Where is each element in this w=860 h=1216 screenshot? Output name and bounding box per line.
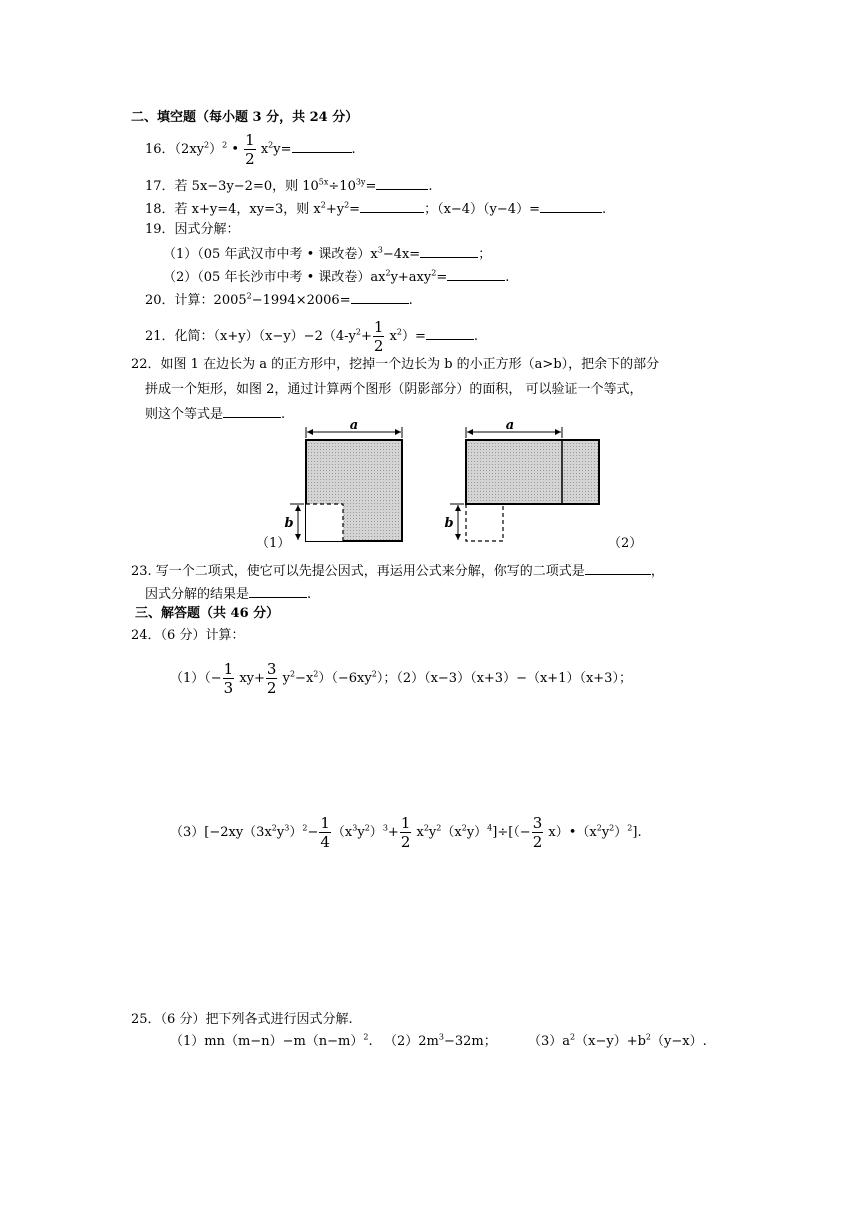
arrow-head-icon <box>467 429 473 435</box>
text: • <box>227 142 244 157</box>
text: 20．计算：2005 <box>145 293 247 308</box>
question-25-part-1 <box>170 1034 373 1050</box>
text: ） <box>209 142 223 157</box>
figure-2 <box>440 418 605 553</box>
text: （x <box>441 825 462 840</box>
text: ]÷[（− <box>492 825 531 840</box>
figure-1 <box>280 418 415 553</box>
text: ）= <box>401 329 426 344</box>
text: ]. <box>632 825 642 840</box>
exponent: 2 <box>320 200 326 210</box>
denominator: 2 <box>400 833 411 851</box>
text: −4x= <box>382 247 421 262</box>
text: 18．若 x+y=4，xy=3，则 x <box>145 202 321 217</box>
text: +y <box>325 202 345 217</box>
text: （3）a <box>528 1034 571 1049</box>
answer-blank[interactable] <box>420 245 478 258</box>
question-18 <box>145 200 606 218</box>
arrow-head-icon <box>395 429 401 435</box>
answer-blank[interactable] <box>360 200 424 213</box>
text: . <box>473 329 479 344</box>
text: . <box>601 202 607 217</box>
text: . <box>281 407 286 422</box>
text: ）（−6xy <box>318 671 372 686</box>
exponent: 2 <box>396 327 402 337</box>
numerator: 1 <box>400 814 411 832</box>
text: . <box>428 179 433 194</box>
label-a: a <box>349 418 359 433</box>
exponent: 2 <box>436 823 442 833</box>
text: （y−x）. <box>651 1034 707 1049</box>
exponent: 2 <box>271 823 277 833</box>
denominator: 3 <box>223 679 234 697</box>
exponent: 2 <box>344 200 350 210</box>
text: −1994×2006= <box>251 293 351 308</box>
label-b: b <box>444 516 454 531</box>
denominator: 2 <box>373 337 384 355</box>
exponent: 2 <box>596 823 602 833</box>
text: . <box>505 270 510 285</box>
text: + <box>360 329 372 344</box>
exponent: 3 <box>284 823 290 833</box>
exponent: 2 <box>313 669 319 679</box>
rectangle <box>466 440 599 504</box>
fraction <box>266 660 278 697</box>
fraction <box>244 131 256 168</box>
exponent: 2 <box>364 823 370 833</box>
text: . <box>307 587 312 602</box>
text: − <box>307 825 319 840</box>
exponent: 3 <box>382 823 388 833</box>
question-19: 19．因式分解： <box>145 222 240 237</box>
text: x <box>385 329 397 344</box>
exponent: 2 <box>627 823 633 833</box>
numerator: 1 <box>223 660 234 678</box>
answer-blank[interactable] <box>292 140 352 153</box>
answer-blank[interactable] <box>351 291 409 304</box>
text: x <box>412 825 424 840</box>
text: ÷10 <box>328 179 356 194</box>
text: . <box>351 142 356 157</box>
figure-2-label: （2） <box>608 536 643 551</box>
text: −32m； <box>443 1034 497 1049</box>
text: （x <box>331 825 353 840</box>
text: 则这个等式是 <box>145 407 224 422</box>
text: ； <box>478 247 492 262</box>
exponent: 2 <box>222 140 228 150</box>
fraction <box>400 814 412 851</box>
numerator: 3 <box>532 814 543 832</box>
exponent: 2 <box>246 291 252 301</box>
text: （1）mn（m−n）−m（n−m） <box>170 1034 364 1049</box>
answer-blank[interactable] <box>426 327 474 340</box>
exponent: 2 <box>461 823 467 833</box>
question-23-line-1 <box>131 562 664 580</box>
question-22-line-3 <box>145 405 285 423</box>
exponent: 5x <box>318 177 329 187</box>
exponent: 2 <box>423 823 429 833</box>
question-24-part-3 <box>170 814 642 851</box>
arrow-head-icon <box>295 505 301 511</box>
text: ）；（2）（x−3）（x+3）−（x+1）（x+3）； <box>376 671 632 686</box>
text: 23. 写一个二项式，使它可以先提公因式，再运用公式来分解，你写的二项式是 <box>131 564 585 579</box>
exponent: 2 <box>289 669 296 679</box>
denominator: 4 <box>320 833 330 851</box>
exponent: 2 <box>570 1032 576 1042</box>
numerator: 1 <box>245 131 255 149</box>
text: y <box>428 825 437 840</box>
text: （2）2m <box>384 1034 439 1049</box>
answer-blank[interactable] <box>223 405 281 418</box>
text: （1）（05 年武汉市中考 • 课改卷）x <box>163 247 378 262</box>
text: ） <box>289 825 303 840</box>
fraction <box>223 660 235 697</box>
text: y <box>601 825 610 840</box>
text: = <box>436 270 448 285</box>
text: −x <box>295 671 314 686</box>
text: = <box>365 179 377 194</box>
exponent: 2 <box>385 268 391 278</box>
arrow-head-icon <box>455 534 461 540</box>
answer-blank[interactable] <box>447 268 505 281</box>
answer-blank[interactable] <box>540 200 602 213</box>
cut-outline <box>466 504 503 541</box>
figure-1-label: （1） <box>256 536 291 551</box>
label-a: a <box>505 418 515 433</box>
exponent: 2 <box>363 1032 369 1042</box>
text: + <box>387 825 399 840</box>
fraction <box>532 814 544 851</box>
fraction <box>319 814 331 851</box>
text: x）•（x <box>544 825 597 840</box>
text: ；（x−4）（y−4）= <box>424 202 540 217</box>
arrow-head-icon <box>455 505 461 511</box>
text: y <box>278 671 290 686</box>
exponent: 2 <box>204 140 210 150</box>
exponent: 3 <box>377 245 383 255</box>
text: x <box>256 142 269 157</box>
text: ） <box>369 825 383 840</box>
text: （1）（− <box>170 671 222 686</box>
text: y <box>276 825 285 840</box>
exponent: 3 <box>438 1032 444 1042</box>
text: （x−y）+b <box>575 1034 646 1049</box>
question-25: 25．（6 分）把下列各式进行因式分解. <box>131 1012 353 1027</box>
question-22-line-1: 22．如图 1 在边长为 a 的正方形中，挖掉一个边长为 b 的小正方形（a>b），把余下的部分 <box>131 357 660 372</box>
denominator: 2 <box>532 833 543 851</box>
numerator: 1 <box>320 814 330 832</box>
text: = <box>349 202 361 217</box>
exponent: 2 <box>371 669 377 679</box>
arrow-head-icon <box>555 429 561 435</box>
exponent: 2 <box>302 823 308 833</box>
numerator: 3 <box>266 660 277 678</box>
exponent: 2 <box>268 140 274 150</box>
question-number: 16． <box>145 142 175 157</box>
exponent: 2 <box>355 327 361 337</box>
exponent: 2 <box>645 1032 652 1042</box>
exponent: 4 <box>487 823 493 833</box>
question-16 <box>145 131 356 168</box>
label-b: b <box>284 516 294 531</box>
exponent: 2 <box>431 268 437 278</box>
question-24-part-1-2 <box>170 660 632 697</box>
question-19-part-1 <box>163 245 491 263</box>
text: 因式分解的结果是 <box>145 587 250 602</box>
numerator: 1 <box>373 318 384 336</box>
question-20 <box>145 291 413 309</box>
question-25-part-3 <box>528 1034 707 1050</box>
section-title: 三、解答题（共 46 分） <box>135 606 280 621</box>
text: y） <box>466 825 488 840</box>
text: y+axy <box>390 270 432 285</box>
question-19-part-2 <box>163 268 509 286</box>
text: 17．若 5x−3y−2=0，则 10 <box>145 179 319 194</box>
text: 21．化简：（x+y）（x−y）−2（4-y <box>145 329 356 344</box>
cut-square <box>306 504 343 541</box>
question-22-line-2: 拼成一个矩形，如图 2，通过计算两个图形（阴影部分）的面积， 可以验证一个等式， <box>145 382 643 397</box>
text: （2）（05 年长沙市中考 • 课改卷）ax <box>163 270 386 285</box>
text: ） <box>614 825 628 840</box>
text: y= <box>273 142 292 157</box>
text: （2xy <box>174 142 204 157</box>
question-23-line-2 <box>145 585 311 603</box>
text: ， <box>650 564 664 579</box>
exponent: 2 <box>609 823 615 833</box>
question-21 <box>145 318 478 355</box>
answer-blank[interactable] <box>376 177 428 190</box>
exponent: 3y <box>355 177 366 187</box>
text: . <box>408 293 413 308</box>
text: （3）[−2xy（3x <box>170 825 272 840</box>
arrow-head-icon <box>307 429 313 435</box>
exponent: 3 <box>352 823 358 833</box>
text: . <box>368 1034 373 1049</box>
question-25-part-2 <box>384 1034 497 1050</box>
text: xy+ <box>235 671 265 686</box>
text: y <box>357 825 365 840</box>
denominator: 2 <box>245 150 255 168</box>
fraction <box>373 318 385 355</box>
denominator: 2 <box>266 679 277 697</box>
answer-blank[interactable] <box>585 562 651 575</box>
section-title: 二、填空题（每小题 3 分，共 24 分） <box>131 110 359 125</box>
answer-blank[interactable] <box>249 585 307 598</box>
arrow-head-icon <box>295 534 301 540</box>
question-17 <box>145 177 433 195</box>
question-24: 24．（6 分）计算： <box>131 628 245 643</box>
